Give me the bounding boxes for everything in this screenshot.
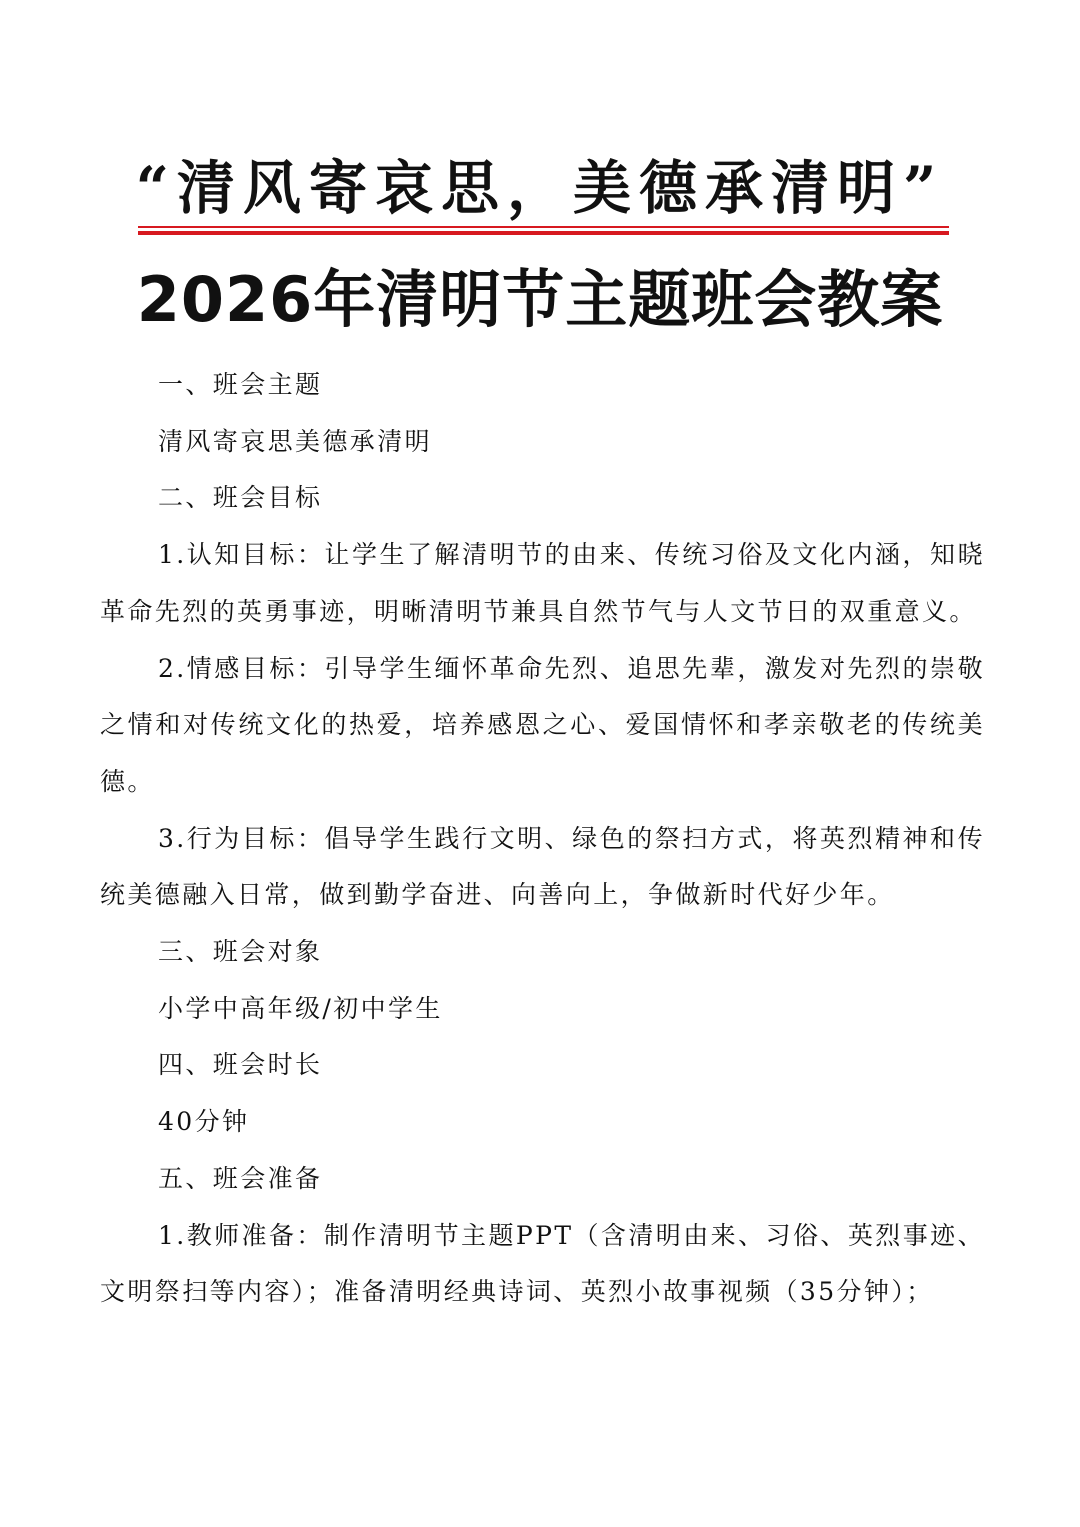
audience-text: 小学中高年级/初中学生: [158, 993, 443, 1023]
preparation-teacher: 1.教师准备：制作清明节主题PPT（含清明由来、习俗、英烈事迹、文明祭扫等内容）；准备清明经典诗词、英烈小故事视频（35分钟）；: [100, 1220, 985, 1307]
title-divider-thick: [138, 231, 949, 235]
goal-cognitive: 1.认知目标：让学生了解清明节的由来、传统习俗及文化内涵，知晓革命先烈的英勇事迹，明晰清明节兼具自然节气与人文节日的双重意义。: [100, 540, 985, 626]
section-heading-goals: 二、班会目标: [158, 483, 323, 513]
section-heading-preparation: 五、班会准备: [158, 1163, 323, 1193]
section-heading-duration: 四、班会时长: [158, 1050, 323, 1080]
title-divider-thin: [138, 226, 949, 228]
duration-text: 40分钟: [158, 1107, 250, 1137]
banner-title: “清风寄哀思，美德承清明”: [135, 154, 945, 222]
topic-text: 清风寄哀思美德承清明: [158, 426, 433, 456]
section-heading-topic: 一、班会主题: [158, 370, 323, 399]
goal-behavioral: 3.行为目标：倡导学生践行文明、绿色的祭扫方式，将英烈精神和传统美德融入日常，做到勤学奋进、向善向上，争做新时代好少年。: [100, 823, 985, 910]
main-title: 2026年清明节主题班会教案: [136, 263, 944, 336]
document-body: [100, 357, 985, 1321]
goal-emotional: 2.情感目标：引导学生缅怀革命先烈、追思先辈，激发对先烈的崇敬之情和对传统文化的热爱，培养感恩之心、爱国情怀和孝亲敬老的传统美德。: [100, 653, 985, 796]
section-heading-audience: 三、班会对象: [158, 937, 323, 967]
